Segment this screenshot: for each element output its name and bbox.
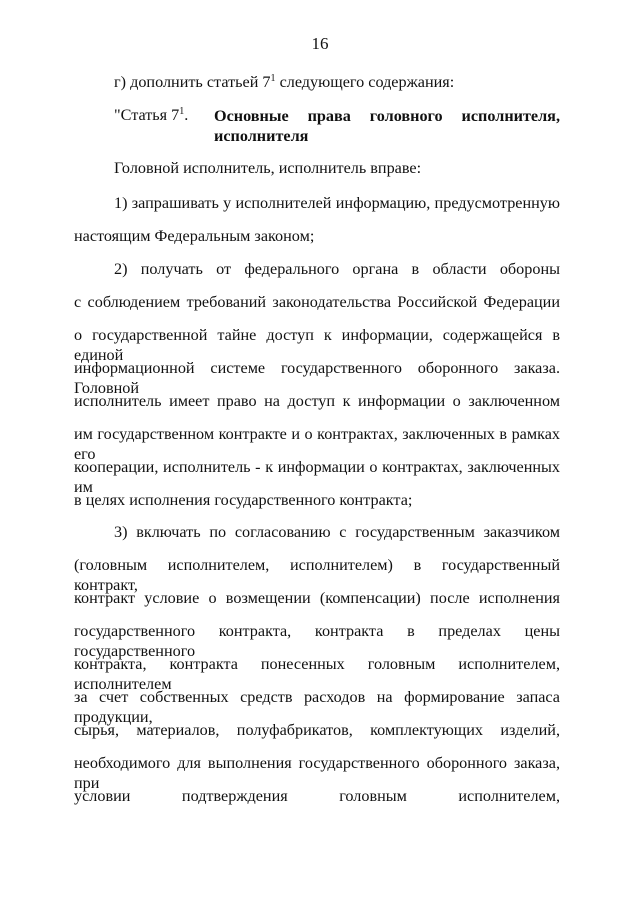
article-label — [114, 106, 188, 125]
intro-text-after: следующего содержания: — [275, 73, 455, 91]
body-line: контракт условие о возмещении (компенсации) после исполнения — [74, 589, 560, 607]
body-line: государственного контракта, контракта в пределах цены государственного — [74, 622, 560, 660]
body-line: (головным исполнителем, исполнителем) в государственный контракт, — [74, 556, 560, 594]
article-label-dot: . — [184, 106, 189, 124]
body-line: 2) получать от федерального органа в области обороны — [114, 260, 560, 278]
body-line: условии подтверждения головным исполнителем, — [74, 787, 560, 805]
body-line: настоящим Федеральным законом; — [74, 227, 315, 245]
article-label-text: "Статья 7 — [114, 106, 180, 124]
body-line: контракта, контракта понесенных головным исполнителем, исполнителем — [74, 655, 560, 693]
body-line: 3) включать по согласованию с государственным заказчиком — [114, 523, 560, 541]
body-line: с соблюдением требований законодательства Российской Федерации — [74, 293, 560, 311]
body-line: кооперации, исполнитель - к информации о контрактах, заключенных им — [74, 458, 560, 496]
body-line: им государственном контракте и о контрактах, заключенных в рамках его — [74, 425, 560, 463]
intro-line — [114, 72, 560, 92]
article-title — [214, 106, 560, 146]
body-line: за счет собственных средств расходов на формирование запаса продукции, — [74, 688, 560, 726]
body-line: исполнитель имеет право на доступ к информации о заключенном — [74, 392, 560, 410]
body-line: 1) запрашивать у исполнителей информацию, предусмотренную — [114, 194, 560, 212]
article-label-superscript: 1 — [179, 106, 185, 117]
article-title-line-2: исполнителя — [214, 127, 309, 145]
body-line: необходимого для выполнения государственного оборонного заказа, при — [74, 754, 560, 792]
body-line: информационной системе государственного оборонного заказа. Головной — [74, 359, 560, 397]
body-line: сырья, материалов, полуфабрикатов, комплектующих изделий, — [74, 721, 560, 739]
body-line: о государственной тайне доступ к информации, содержащейся в единой — [74, 326, 560, 364]
page-number: 16 — [311, 34, 329, 53]
body-line: в целях исполнения государственного контракта; — [74, 491, 413, 509]
intro-text-before: г) дополнить статьей 7 — [114, 73, 271, 91]
intro-superscript: 1 — [270, 73, 276, 84]
article-title-line-1: Основные права головного исполнителя, — [214, 107, 560, 125]
body-line: Головной исполнитель, исполнитель вправе: — [114, 159, 422, 177]
